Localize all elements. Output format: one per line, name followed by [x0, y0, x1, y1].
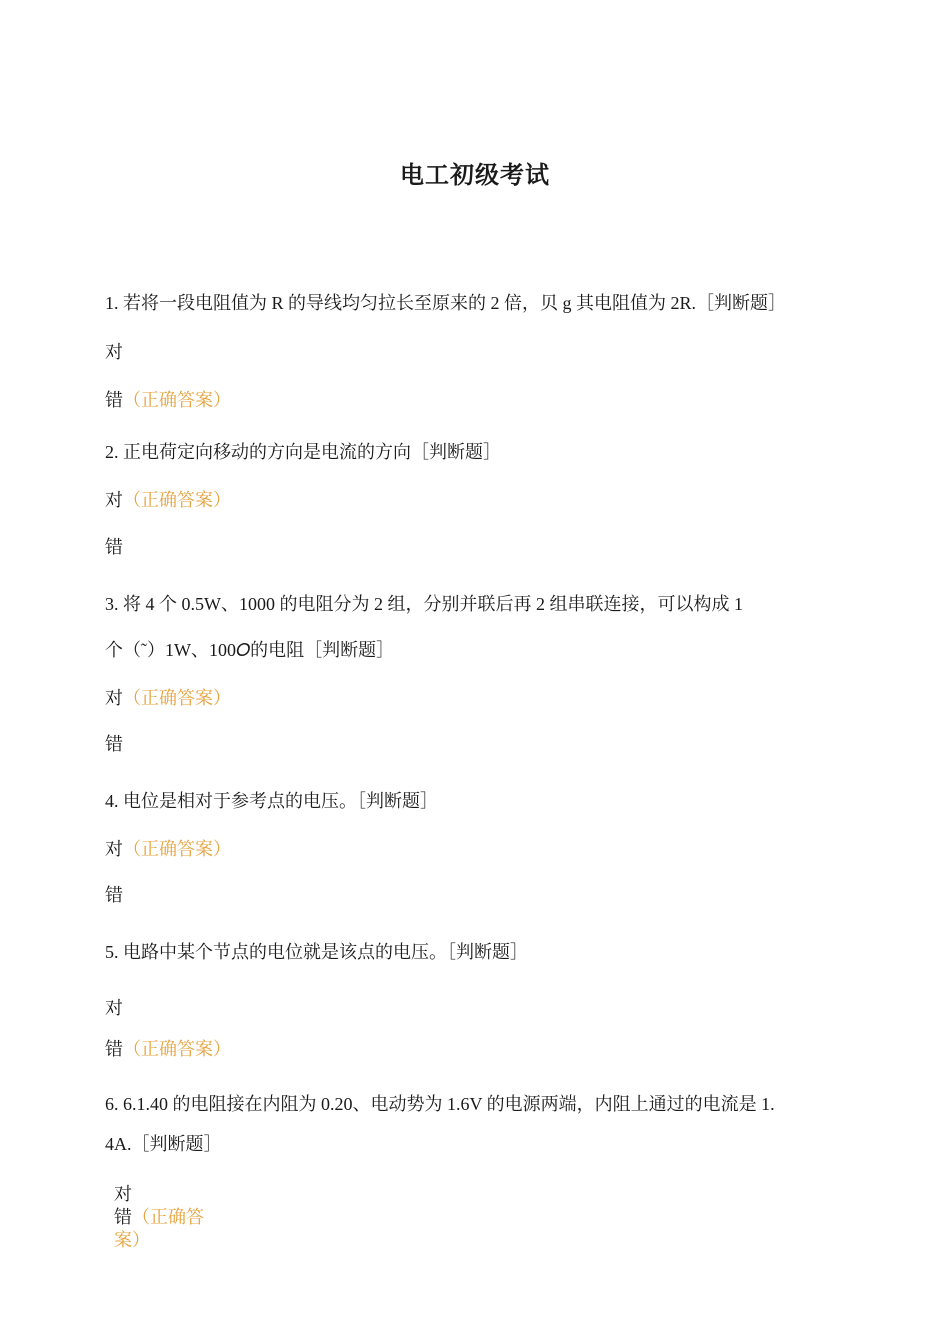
- question-6-text-line1: 6. 6.1.40 的电阻接在内阻为 0.20、电动势为 1.6V 的电源两端，内阻上通过的电流是 1.: [105, 1094, 775, 1114]
- correct-answer-mark: （正确答案）: [123, 1039, 231, 1060]
- question-1-option-true[interactable]: [105, 341, 123, 365]
- question-4-option-true[interactable]: [105, 838, 231, 862]
- correct-answer-mark: （正确答案）: [123, 390, 231, 411]
- option-label: 错: [105, 537, 123, 558]
- question-3-option-true[interactable]: [105, 687, 231, 711]
- correct-answer-mark-wrap: 案）: [114, 1230, 150, 1251]
- option-label: 对: [105, 688, 123, 709]
- option-label: 对: [105, 342, 123, 363]
- question-6-text-line2: 4A.［判断题］: [105, 1134, 222, 1154]
- question-3-text-line1: 3. 将 4 个 0.5W、1000 的电阻分为 2 组，分别并联后再 2 组串联连接，可以构成 1: [105, 594, 743, 614]
- option-label: 错: [105, 885, 123, 906]
- question-6-option-false[interactable]: [114, 1206, 214, 1252]
- question-1-text: 1. 若将一段电阻值为 R 的导线均匀拉长至原来的 2 倍，贝 g 其电阻值为 2R.［判断题］: [105, 293, 787, 313]
- question-4-option-false[interactable]: [105, 884, 123, 908]
- question-6-options: [114, 1183, 214, 1252]
- document-title: 电工初级考试: [400, 161, 550, 189]
- correct-answer-mark: （正确答案）: [123, 688, 231, 709]
- option-label: 错: [105, 734, 123, 755]
- option-label: 对: [105, 998, 123, 1019]
- option-label: 错: [105, 390, 123, 411]
- question-6-option-true[interactable]: [114, 1183, 214, 1206]
- option-label: 错: [114, 1207, 132, 1228]
- question-4-text: 4. 电位是相对于参考点的电压。［判断题］: [105, 791, 438, 811]
- question-5-text: 5. 电路中某个节点的电位就是该点的电压。［判断题］: [105, 942, 528, 962]
- question-3-option-false[interactable]: [105, 733, 123, 757]
- question-2-option-true[interactable]: [105, 489, 231, 513]
- correct-answer-mark: （正确答案）: [123, 839, 231, 860]
- option-label: 错: [105, 1039, 123, 1060]
- question-1-option-false[interactable]: [105, 389, 231, 413]
- question-2-option-false[interactable]: [105, 536, 123, 560]
- question-2-text: 2. 正电荷定向移动的方向是电流的方向［判断题］: [105, 442, 501, 462]
- question-5-option-true[interactable]: [105, 997, 123, 1021]
- option-label: 对: [105, 490, 123, 511]
- option-label: 对: [114, 1184, 132, 1205]
- correct-answer-mark: （正确答案）: [123, 490, 231, 511]
- option-label: 对: [105, 839, 123, 860]
- correct-answer-mark: （正确答: [132, 1207, 204, 1228]
- question-3-text-line2: 个（˜）1W、100𝛰的电阻［判断题］: [105, 640, 395, 660]
- question-5-option-false[interactable]: [105, 1038, 231, 1062]
